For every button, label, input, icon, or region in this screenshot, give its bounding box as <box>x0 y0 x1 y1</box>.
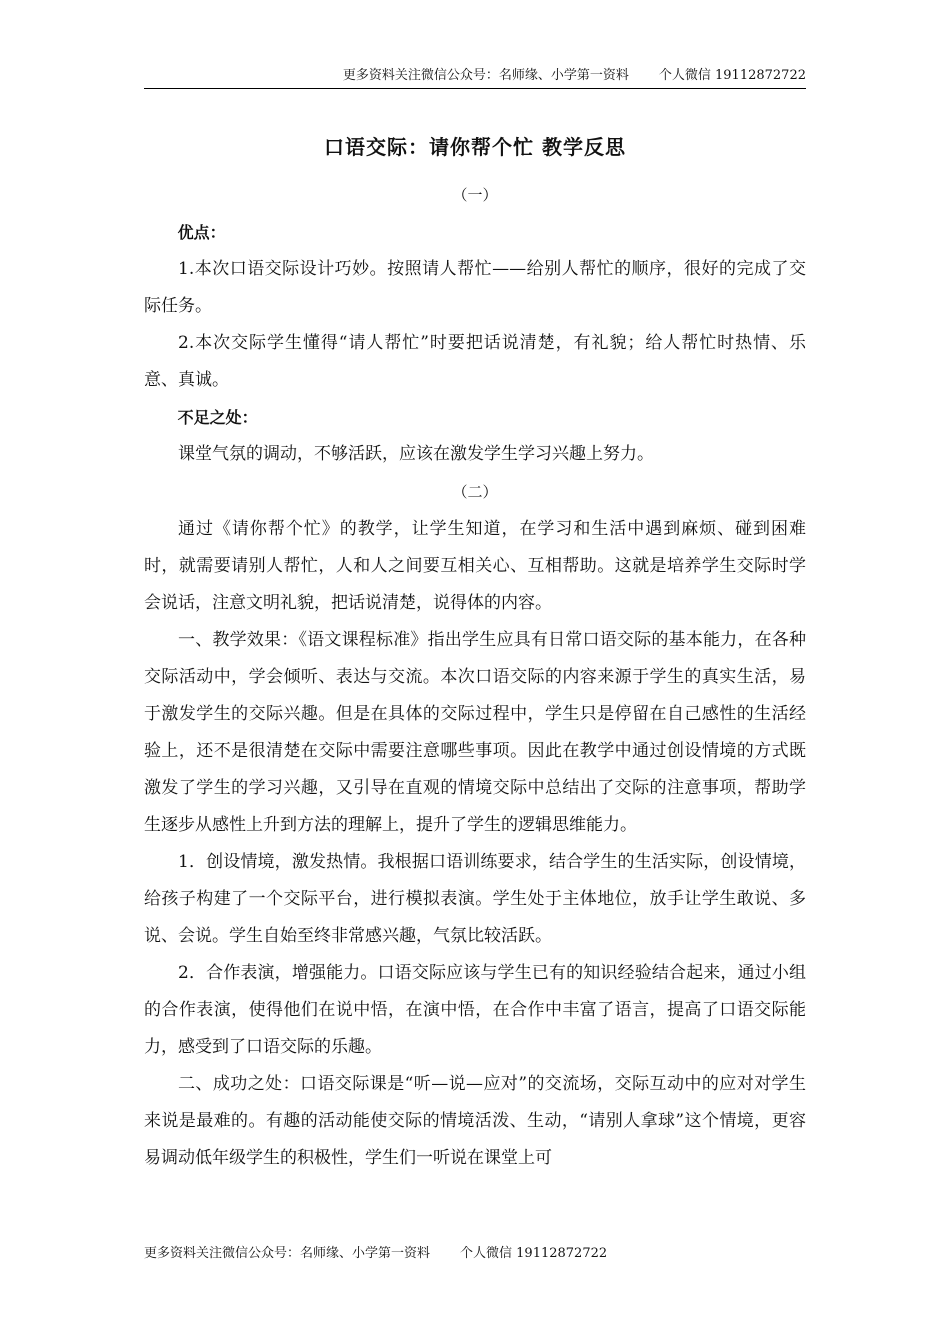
page-footer <box>144 1244 607 1264</box>
document-body <box>144 132 806 1177</box>
section-label-2: （二） <box>452 483 498 501</box>
merits-heading: 优点： <box>177 223 226 242</box>
merit-item-2: 2.本次交际学生懂得“请人帮忙”时要把话说清楚，有礼貌；给人帮忙时热情、乐意、真诚。 <box>144 333 806 390</box>
page-header <box>144 66 806 89</box>
shortcomings-heading: 不足之处： <box>177 408 258 427</box>
merit-item-1: 1.本次口语交际设计巧妙。按照请人帮忙——给别人帮忙的顺序，很好的完成了交际任务。 <box>144 259 806 316</box>
footer-wechat: 个人微信 19112872722 <box>460 1246 608 1261</box>
section-label-1: （一） <box>452 186 498 204</box>
paragraph-point-2: 2．合作表演，增强能力。口语交际应该与学生已有的知识经验结合起来，通过小组的合作表演，使得他们在说中悟，在演中悟，在合作中丰富了语言，提高了口语交际能力，感受到了口语交际的乐趣。 <box>144 963 806 1057</box>
footer-text: 更多资料关注微信公众号：名师缘、小学第一资料 <box>144 1246 431 1261</box>
paragraph-success: 二、成功之处：口语交际课是“听—说—应对”的交流场，交际互动中的应对对学生来说是最难的。有趣的活动能使交际的情境活泼、生动，“请别人拿球”这个情境，更容易调动低年级学生的积极性，学生们一听说在课堂上可 <box>144 1074 806 1168</box>
document-title: 口语交际：请你帮个忙 教学反思 <box>324 135 626 159</box>
shortcomings-text: 课堂气氛的调动，不够活跃，应该在激发学生学习兴趣上努力。 <box>178 444 654 464</box>
paragraph-intro: 通过《请你帮个忙》的教学，让学生知道，在学习和生活中遇到麻烦、碰到困难时，就需要请别人帮忙，人和人之间要互相关心、互相帮助。这就是培养学生交际时学会说话，注意文明礼貌，把话说清楚，说得体的内容。 <box>144 519 806 613</box>
header-text: 更多资料关注微信公众号：名师缘、小学第一资料 <box>342 68 629 83</box>
paragraph-point-1: 1．创设情境，激发热情。我根据口语训练要求，结合学生的生活实际，创设情境，给孩子构建了一个交际平台，进行模拟表演。学生处于主体地位，放手让学生敢说、多说、会说。学生自始至终非常感兴趣，气氛比较活跃。 <box>144 852 806 946</box>
paragraph-effect: 一、教学效果：《语文课程标准》指出学生应具有日常口语交际的基本能力，在各种交际活动中，学会倾听、表达与交流。本次口语交际的内容来源于学生的真实生活，易于激发学生的交际兴趣。但是在具体的交际过程中，学生只是停留在自己感性的生活经验上，还不是很清楚在交际中需要注意哪些事项。因此在教学中通过创设情境的方式既激发了学生的学习兴趣，又引导在直观的情境交际中总结出了交际的注意事项，帮助学生逐步从感性上升到方法的理解上，提升了学生的逻辑思维能力。 <box>144 630 806 835</box>
header-wechat: 个人微信 19112872722 <box>658 68 806 83</box>
